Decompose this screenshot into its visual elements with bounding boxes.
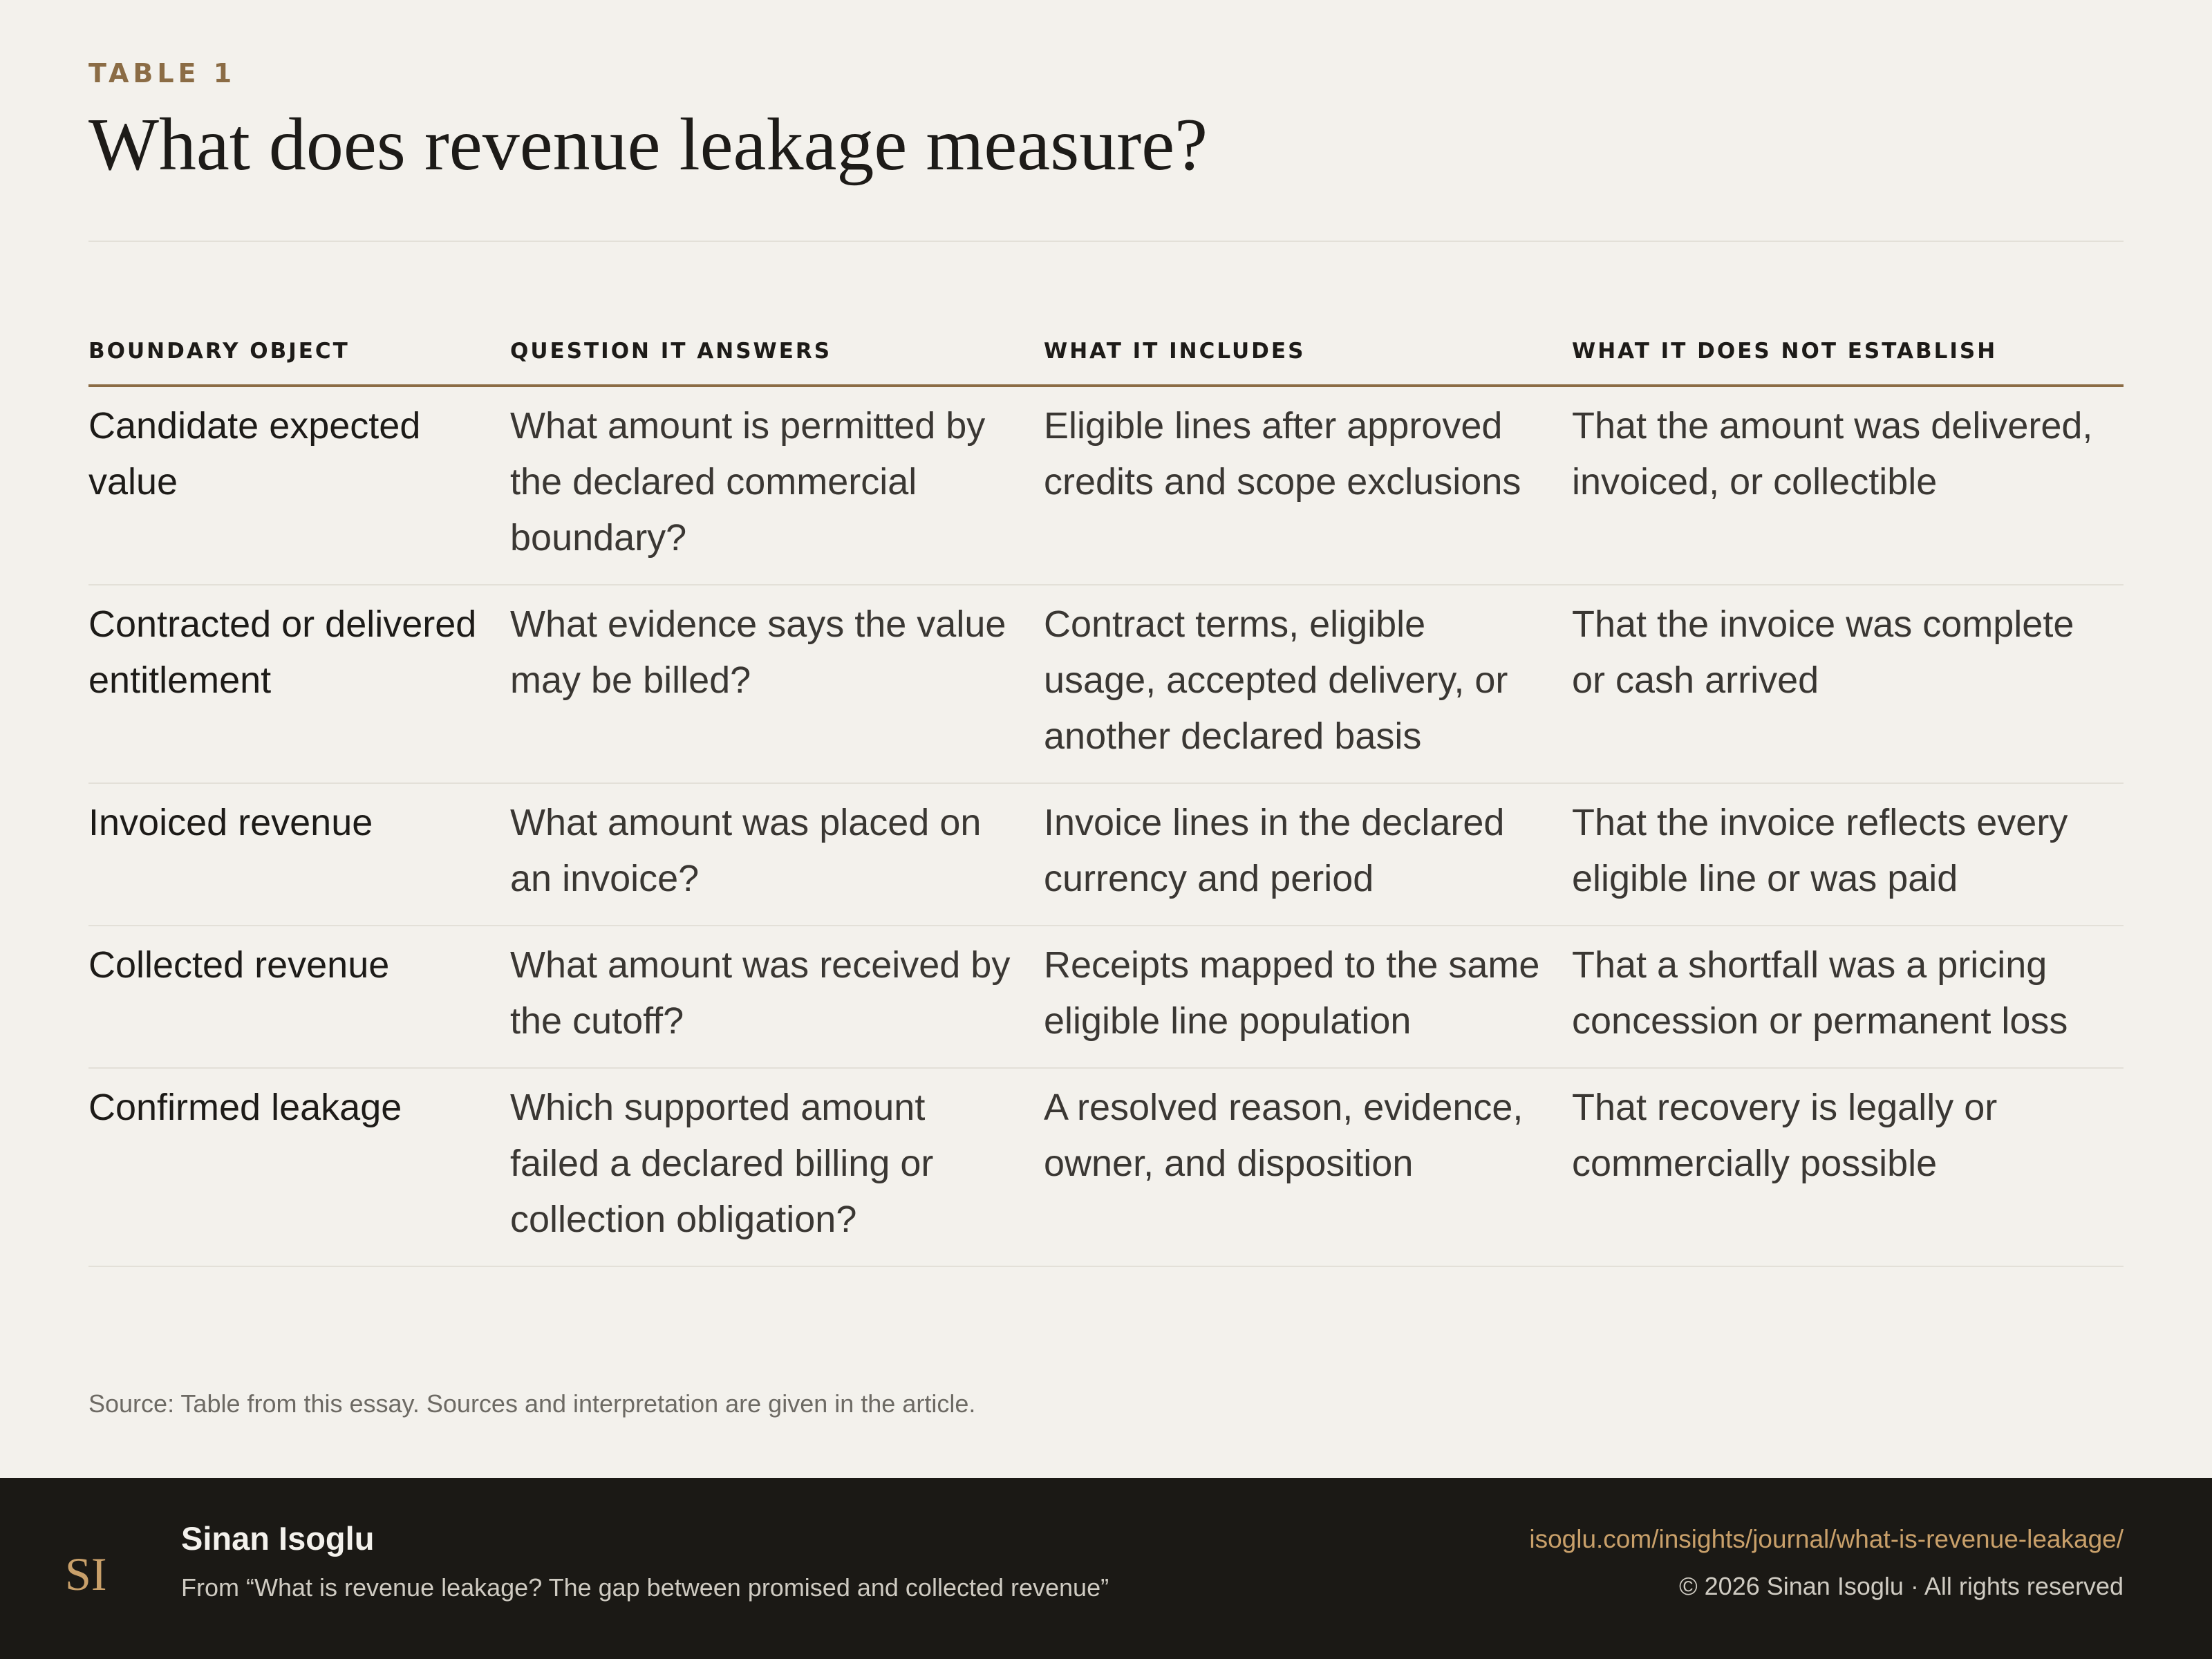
table-row (88, 585, 2124, 783)
footer (0, 1478, 2212, 1659)
cell-includes: Contract terms, eligible usage, accepted delivery, or another declared basis (1044, 585, 1572, 783)
cell-question: What evidence says the value may be billed? (510, 585, 1044, 783)
cell-boundary-object: Invoiced revenue (88, 783, 510, 926)
column-header-boundary-object: BOUNDARY OBJECT (88, 322, 510, 386)
cell-does-not-establish: That the invoice was complete or cash arrived (1572, 585, 2124, 783)
cell-does-not-establish: That the invoice reflects every eligible line or was paid (1572, 783, 2124, 926)
article-reference: From “What is revenue leakage? The gap between promised and collected revenue” (181, 1573, 1109, 1602)
column-header-does-not-establish: WHAT IT DOES NOT ESTABLISH (1572, 322, 2124, 386)
cell-question: What amount was received by the cutoff? (510, 926, 1044, 1068)
cell-does-not-establish: That the amount was delivered, invoiced, or collectible (1572, 386, 2124, 585)
cell-includes: Invoice lines in the declared currency and period (1044, 783, 1572, 926)
column-header-question: QUESTION IT ANSWERS (510, 322, 1044, 386)
si-monogram-icon (64, 1544, 118, 1602)
logo-text: SI (65, 1548, 107, 1600)
table-header-row (88, 322, 2124, 386)
author-name: Sinan Isoglu (181, 1520, 375, 1557)
cell-does-not-establish: That a shortfall was a pricing concession or permanent loss (1572, 926, 2124, 1068)
title-divider (88, 241, 2124, 242)
table-row (88, 1068, 2124, 1266)
article-url[interactable]: isoglu.com/insights/journal/what-is-revenue-leakage/ (1529, 1525, 2124, 1553)
table-row (88, 783, 2124, 926)
copyright-notice: © 2026 Sinan Isoglu · All rights reserved (1679, 1572, 2124, 1600)
cell-question: What amount was placed on an invoice? (510, 783, 1044, 926)
cell-includes: Eligible lines after approved credits and scope exclusions (1044, 386, 1572, 585)
source-note: Source: Table from this essay. Sources and interpretation are given in the article. (88, 1389, 976, 1418)
cell-boundary-object: Candidate expected value (88, 386, 510, 585)
table-row (88, 386, 2124, 585)
cell-boundary-object: Contracted or delivered entitlement (88, 585, 510, 783)
table-row (88, 926, 2124, 1068)
cell-question: What amount is permitted by the declared commercial boundary? (510, 386, 1044, 585)
cell-includes: Receipts mapped to the same eligible line population (1044, 926, 1572, 1068)
boundary-table (88, 322, 2124, 1267)
column-header-includes: WHAT IT INCLUDES (1044, 322, 1572, 386)
cell-boundary-object: Collected revenue (88, 926, 510, 1068)
cell-includes: A resolved reason, evidence, owner, and disposition (1044, 1068, 1572, 1266)
table-label: TABLE 1 (88, 58, 236, 88)
cell-boundary-object: Confirmed leakage (88, 1068, 510, 1266)
cell-question: Which supported amount failed a declared billing or collection obligation? (510, 1068, 1044, 1266)
page-title: What does revenue leakage measure? (88, 104, 1208, 186)
cell-does-not-establish: That recovery is legally or commercially possible (1572, 1068, 2124, 1266)
